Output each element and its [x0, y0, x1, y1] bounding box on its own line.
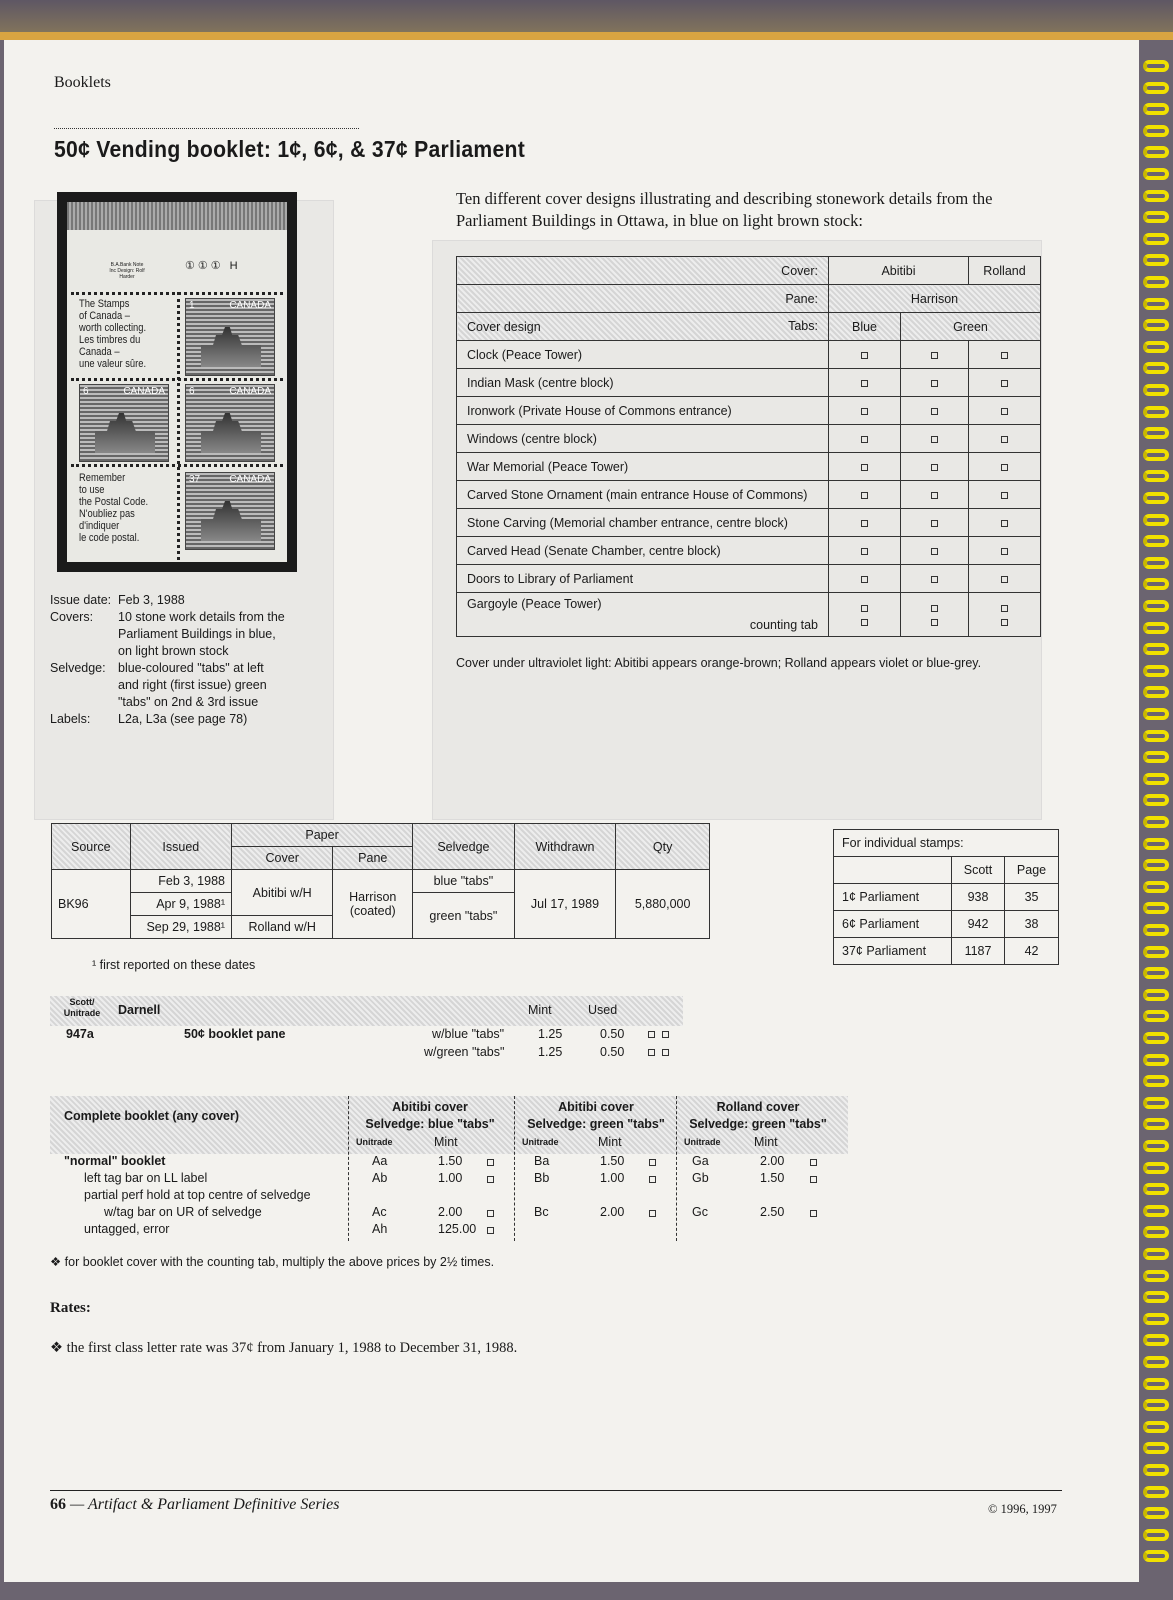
list-item: untagged, error Ah 125.00 — [50, 1222, 848, 1239]
spiral-coil — [1143, 794, 1169, 806]
book-top-edge — [0, 0, 1173, 40]
spiral-coil — [1143, 514, 1169, 526]
spiral-coil — [1143, 730, 1169, 742]
checkbox[interactable] — [969, 481, 1041, 509]
table-row: Indian Mask (centre block) — [457, 369, 1041, 397]
stamp-6c-left: 6 CANADA — [79, 384, 169, 462]
spiral-coil — [1143, 362, 1169, 374]
spiral-coil — [1143, 1356, 1169, 1368]
spiral-coil — [1143, 1183, 1169, 1195]
printer-imprint: B.A.Bank Note Inc Design: Rolf Harder — [109, 262, 145, 280]
checkbox[interactable] — [969, 537, 1041, 565]
spiral-coil — [1143, 168, 1169, 180]
checkbox-mint[interactable] — [648, 1045, 655, 1059]
checkbox[interactable] — [969, 341, 1041, 369]
spiral-coil — [1143, 1032, 1169, 1044]
footer-page-series — [50, 1496, 339, 1514]
spiral-coil — [1143, 60, 1169, 72]
checkbox[interactable] — [901, 397, 969, 425]
page-title: 50¢ Vending booklet: 1¢, 6¢, & 37¢ Parliament — [54, 136, 526, 162]
checkbox[interactable] — [829, 593, 901, 637]
spiral-coil — [1143, 1291, 1169, 1303]
checkbox[interactable] — [810, 1172, 817, 1186]
spiral-coil — [1143, 946, 1169, 958]
complete-booklet-listing: Complete booklet (any cover) Abitibi cover Selvedge: blue "tabs" Abitibi cover Selvedge: green "tabs" Rolland cover Selvedge: green "tabs" Unitrade Mint Unitrade Mint Unitrade Mint "normal" booklet Aa 1.50 Ba 1.50 Ga 2.00 left tag bar on LL label Ab 1.00 Bb 1.00 Gb 1.50 partial perf hold at top centre of selvedge w/tag bar on UR of selvedge Ac 2.00 Bc 2.00 Gc 2.50 untagged, error Ah 125.00 — [50, 1096, 848, 1239]
table-row: Carved Stone Ornament (main entrance House of Commons) — [457, 481, 1041, 509]
checkbox[interactable] — [829, 509, 901, 537]
pane-price-listing: Scott/ Unitrade Darnell Mint Used 947a 50¢ booklet pane w/blue "tabs" 1.25 0.50 w/green "tabs" 1.25 0.50 — [50, 996, 683, 1062]
spiral-coil — [1143, 1097, 1169, 1109]
spiral-coil — [1143, 492, 1169, 504]
checkbox[interactable] — [901, 481, 969, 509]
spiral-coil — [1143, 557, 1169, 569]
table-row: Doors to Library of Parliament — [457, 565, 1041, 593]
checkbox[interactable] — [810, 1155, 817, 1169]
spiral-coil — [1143, 535, 1169, 547]
table-row: Clock (Peace Tower) — [457, 341, 1041, 369]
checkbox[interactable] — [810, 1206, 817, 1220]
spiral-coil — [1143, 578, 1169, 590]
table-row: Ironwork (Private House of Commons entrance) — [457, 397, 1041, 425]
spiral-coil — [1143, 190, 1169, 202]
plate-marks: ①①① H — [185, 260, 241, 272]
spiral-binding — [1139, 60, 1173, 1580]
spiral-coil — [1143, 1442, 1169, 1454]
spiral-coil — [1143, 211, 1169, 223]
list-item: w/tag bar on UR of selvedge Ac 2.00 Bc 2.00 Gc 2.50 — [50, 1205, 848, 1222]
counting-tab-note: ❖ for booklet cover with the counting tab, multiply the above prices by 2½ times. — [50, 1255, 495, 1269]
spiral-coil — [1143, 103, 1169, 115]
rates-heading: Rates: — [50, 1300, 91, 1316]
checkbox[interactable] — [487, 1223, 494, 1237]
checkbox[interactable] — [901, 565, 969, 593]
table-row: War Memorial (Peace Tower) — [457, 453, 1041, 481]
spiral-coil — [1143, 1140, 1169, 1152]
spiral-coil — [1143, 773, 1169, 785]
table-row: Carved Head (Senate Chamber, centre block) — [457, 537, 1041, 565]
checkbox[interactable] — [829, 565, 901, 593]
page-number: 66 — [50, 1496, 66, 1513]
cover-design-table: Cover: Abitibi Rolland Pane: Harrison Cover design Tabs: Blue Green Clock (Peace Tower) Indian Mask (centre block) Ironwork (Private House of Commons entrance) Windows (centre block) War Memorial (Peace Tower) Carved Stone Ornament (main entrance House of Commons) Stone Carving (Memorial chamber entrance, centre block) Carved Head (Senate Chamber, centre block) Doors to Library of Parliament Gargoyle (Peace Tower) counting tab — [456, 256, 1041, 637]
spiral-coil — [1143, 276, 1169, 288]
checkbox[interactable] — [901, 453, 969, 481]
spiral-coil — [1143, 881, 1169, 893]
spiral-coil — [1143, 1378, 1169, 1390]
spiral-coil — [1143, 1399, 1169, 1411]
spiral-coil — [1143, 146, 1169, 158]
checkbox[interactable] — [829, 537, 901, 565]
spiral-coil — [1143, 1421, 1169, 1433]
booklet-pane-image — [57, 192, 297, 572]
spiral-coil — [1143, 1226, 1169, 1238]
list-item: left tag bar on LL label Ab 1.00 Bb 1.00 Gb 1.50 — [50, 1171, 848, 1188]
spiral-coil — [1143, 924, 1169, 936]
checkbox[interactable] — [901, 537, 969, 565]
spiral-coil — [1143, 686, 1169, 698]
checkbox[interactable] — [649, 1155, 656, 1169]
table-row: Stone Carving (Memorial chamber entrance, centre block) — [457, 509, 1041, 537]
checkbox[interactable] — [901, 509, 969, 537]
spiral-coil — [1143, 470, 1169, 482]
spiral-coil — [1143, 384, 1169, 396]
spiral-coil — [1143, 902, 1169, 914]
spiral-coil — [1143, 1270, 1169, 1282]
issue-info: Issue date: Feb 3, 1988 Covers: 10 stone work details from the Parliament Buildings in blue, on light brown stock Selvedge: blue-coloured "tabs" at left and right (first issue) green "tabs" on 2nd & 3rd issue Labels: L2a, L3a (see page 78) — [50, 593, 285, 726]
section-heading: Booklets — [54, 74, 111, 91]
checkbox[interactable] — [901, 341, 969, 369]
spiral-coil — [1143, 622, 1169, 634]
spiral-coil — [1143, 427, 1169, 439]
spiral-coil — [1143, 1248, 1169, 1260]
checkbox[interactable] — [829, 481, 901, 509]
spiral-coil — [1143, 600, 1169, 612]
rate-note: ❖ the first class letter rate was 37¢ from January 1, 1988 to December 31, 1988. — [50, 1340, 518, 1356]
spiral-coil — [1143, 125, 1169, 137]
spiral-coil — [1143, 341, 1169, 353]
checkbox[interactable] — [649, 1172, 656, 1186]
spiral-coil — [1143, 406, 1169, 418]
checkbox[interactable] — [969, 397, 1041, 425]
spiral-coil — [1143, 1464, 1169, 1476]
intro-paragraph: Ten different cover designs illustrating and describing stonework details from the Parliament Buildings in Ottawa, in blue on light brown stock: — [456, 189, 993, 230]
spiral-coil — [1143, 838, 1169, 850]
checkbox[interactable] — [487, 1172, 494, 1186]
spiral-coil — [1143, 1205, 1169, 1217]
checkbox-used[interactable] — [662, 1027, 669, 1041]
checkbox[interactable] — [901, 425, 969, 453]
checkbox[interactable] — [901, 593, 969, 637]
copyright: © 1996, 1997 — [988, 1502, 1057, 1516]
spiral-coil — [1143, 751, 1169, 763]
checkbox[interactable] — [487, 1206, 494, 1220]
spiral-coil — [1143, 1334, 1169, 1346]
checkbox[interactable] — [829, 453, 901, 481]
stamp-37c: 37 CANADA — [185, 472, 275, 550]
spiral-coil — [1143, 1313, 1169, 1325]
spiral-coil — [1143, 643, 1169, 655]
checkbox[interactable] — [969, 593, 1041, 637]
checkbox-mint[interactable] — [648, 1027, 655, 1041]
checkbox[interactable] — [829, 425, 901, 453]
spiral-coil — [1143, 1507, 1169, 1519]
spiral-coil — [1143, 665, 1169, 677]
checkbox[interactable] — [969, 453, 1041, 481]
spiral-coil — [1143, 1162, 1169, 1174]
spiral-coil — [1143, 1529, 1169, 1541]
uv-note: Cover under ultraviolet light: Abitibi appears orange-brown; Rolland appears violet or blue-grey. — [456, 656, 982, 670]
spiral-coil — [1143, 1118, 1169, 1130]
label-bottom: Remember to use the Postal Code. N'oubliez pas d'indiquer le code postal. — [79, 472, 149, 544]
spiral-coil — [1143, 989, 1169, 1001]
checkbox[interactable] — [829, 369, 901, 397]
checkbox[interactable] — [901, 369, 969, 397]
checkbox[interactable] — [829, 341, 901, 369]
spiral-coil — [1143, 319, 1169, 331]
list-item: partial perf hold at top centre of selvedge — [84, 1188, 311, 1202]
checkbox[interactable] — [969, 565, 1041, 593]
table-row: Windows (centre block) — [457, 425, 1041, 453]
series-name: — Artifact & Parliament Definitive Series — [70, 1496, 340, 1513]
spiral-coil — [1143, 298, 1169, 310]
spiral-coil — [1143, 254, 1169, 266]
list-item: "normal" booklet Aa 1.50 Ba 1.50 Ga 2.00 — [50, 1154, 848, 1171]
checkbox[interactable] — [969, 369, 1041, 397]
spiral-coil — [1143, 1550, 1169, 1562]
checkbox-used[interactable] — [662, 1045, 669, 1059]
stamp-6c-right: 6 CANADA — [185, 384, 275, 462]
spiral-coil — [1143, 859, 1169, 871]
checkbox[interactable] — [649, 1206, 656, 1220]
footnote-first-reported: ¹ first reported on these dates — [92, 958, 256, 972]
stamp-1c: 1 CANADA — [185, 298, 275, 376]
spiral-coil — [1143, 1054, 1169, 1066]
checkbox[interactable] — [969, 425, 1041, 453]
checkbox[interactable] — [487, 1155, 494, 1169]
spiral-coil — [1143, 1010, 1169, 1022]
spiral-coil — [1143, 1486, 1169, 1498]
booklet-issue-table: Source Issued Paper Selvedge Withdrawn Qty Cover Pane BK96 Feb 3, 1988 Abitibi w/H Harrison (coated) blue "tabs" Jul 17, 1989 5,880,000 Apr 9, 1988¹ green "tabs" Sep 29, 1988¹ Rolland w/H — [51, 823, 710, 939]
spiral-coil — [1143, 708, 1169, 720]
footer-rule — [50, 1490, 1062, 1491]
checkbox[interactable] — [829, 397, 901, 425]
table-row: Gargoyle (Peace Tower) counting tab — [457, 593, 1041, 637]
label-top: The Stamps of Canada – worth collecting. Les timbres du Canada – une valeur sûre. — [79, 298, 147, 370]
spiral-coil — [1143, 1075, 1169, 1087]
spiral-coil — [1143, 233, 1169, 245]
dotted-rule — [54, 128, 359, 129]
spiral-coil — [1143, 816, 1169, 828]
spiral-coil — [1143, 967, 1169, 979]
spiral-coil — [1143, 449, 1169, 461]
individual-stamps-table: For individual stamps: Scott Page 1¢ Parliament 938 35 6¢ Parliament 942 38 37¢ Parliament 1187 42 — [833, 829, 1059, 965]
checkbox[interactable] — [969, 509, 1041, 537]
spiral-coil — [1143, 82, 1169, 94]
